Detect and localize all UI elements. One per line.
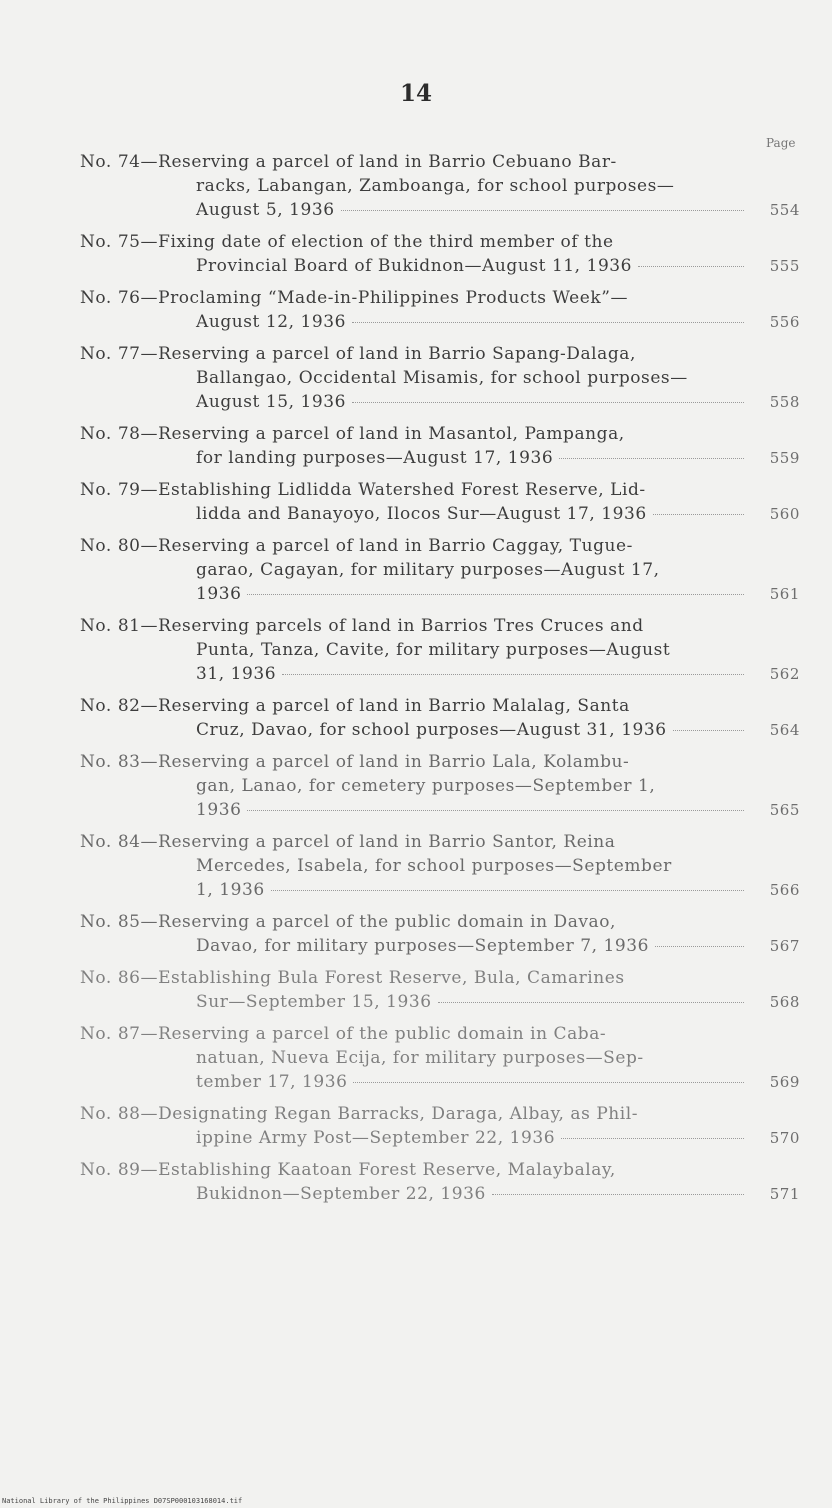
toc-entry <box>80 1158 800 1206</box>
toc-entry-page: 561 <box>769 585 800 603</box>
toc-entry-text: August 15, 1936 <box>196 392 346 412</box>
toc-entry-page: 568 <box>769 993 800 1011</box>
toc-entry-page: 567 <box>769 937 800 955</box>
toc-entry <box>80 342 800 414</box>
toc-entry-text: No. 86—Establishing Bula Forest Reserve, Bula, Camarines <box>80 968 625 988</box>
toc-entry-page: 560 <box>769 505 800 523</box>
toc-entry-text: No. 79—Establishing Lidlidda Watershed Forest Reserve, Lid- <box>80 480 646 500</box>
dot-leader <box>492 1194 744 1195</box>
toc-entry-text: No. 87—Reserving a parcel of the public domain in Caba- <box>80 1024 607 1044</box>
toc-entry-text: garao, Cagayan, for military purposes—August 17, <box>196 560 660 580</box>
dot-leader <box>655 946 744 947</box>
toc-entry-page: 556 <box>769 313 800 331</box>
toc-entry-text: No. 85—Reserving a parcel of the public domain in Davao, <box>80 912 616 932</box>
dot-leader <box>352 322 744 323</box>
toc-entry-text: Ballangao, Occidental Misamis, for school purposes— <box>196 368 688 388</box>
toc-entry-text: No. 76—Proclaming “Made-in-Philippines Products Week”— <box>80 288 629 308</box>
toc-entry-text: Provincial Board of Bukidnon—August 11, 1936 <box>196 256 633 276</box>
toc-entry-text: No. 78—Reserving a parcel of land in Masantol, Pampanga, <box>80 424 625 444</box>
toc-entry <box>80 534 800 606</box>
toc-entry-page: 564 <box>769 721 800 739</box>
toc-entry-text: 1, 1936 <box>196 880 265 900</box>
toc-entry-page: 562 <box>769 665 800 683</box>
toc-entry-page: 558 <box>769 393 800 411</box>
toc-entry-text: racks, Labangan, Zamboanga, for school purposes— <box>196 176 675 196</box>
toc-entry <box>80 422 800 470</box>
toc-entry-page: 566 <box>769 881 800 899</box>
toc-entry <box>80 694 800 742</box>
dot-leader <box>352 402 744 403</box>
table-of-contents <box>80 150 800 1214</box>
toc-entry-page: 559 <box>769 449 800 467</box>
toc-entry-text: No. 75—Fixing date of election of the third member of the <box>80 232 614 252</box>
dot-leader <box>353 1082 744 1083</box>
toc-entry <box>80 1022 800 1094</box>
toc-entry-text: August 5, 1936 <box>196 200 335 220</box>
toc-entry <box>80 830 800 902</box>
toc-entry-text: No. 84—Reserving a parcel of land in Barrio Santor, Reina <box>80 832 616 852</box>
toc-entry-text: 1936 <box>196 584 242 604</box>
toc-entry-text: No. 89—Establishing Kaatoan Forest Reserve, Malaybalay, <box>80 1160 616 1180</box>
toc-entry-text: No. 83—Reserving a parcel of land in Barrio Lala, Kolambu- <box>80 752 630 772</box>
toc-entry <box>80 910 800 958</box>
toc-entry <box>80 150 800 222</box>
toc-entry-text: No. 74—Reserving a parcel of land in Barrio Cebuano Bar- <box>80 152 617 172</box>
toc-entry-page: 565 <box>769 801 800 819</box>
toc-entry-page: 554 <box>769 201 800 219</box>
toc-entry-text: No. 77—Reserving a parcel of land in Barrio Sapang-Dalaga, <box>80 344 636 364</box>
toc-entry-text: 1936 <box>196 800 242 820</box>
toc-entry-text: tember 17, 1936 <box>196 1072 348 1092</box>
dot-leader <box>282 674 744 675</box>
toc-entry-text: Sur—September 15, 1936 <box>196 992 432 1012</box>
dot-leader <box>438 1002 744 1003</box>
toc-entry <box>80 1102 800 1150</box>
dot-leader <box>341 210 744 211</box>
toc-entry <box>80 478 800 526</box>
toc-entry-text: for landing purposes—August 17, 1936 <box>196 448 554 468</box>
page-number: 14 <box>399 80 432 107</box>
toc-entry-text: Cruz, Davao, for school purposes—August 31, 1936 <box>196 720 667 740</box>
toc-entry-text: No. 80—Reserving a parcel of land in Barrio Caggay, Tugue- <box>80 536 633 556</box>
dot-leader <box>638 266 744 267</box>
page-column-header: Page <box>766 136 796 150</box>
toc-entry <box>80 614 800 686</box>
scan-footer: National Library of the Philippines D07SP000103168014.tif <box>2 1497 243 1505</box>
toc-entry <box>80 966 800 1014</box>
toc-entry-text: Davao, for military purposes—September 7, 1936 <box>196 936 649 956</box>
toc-entry-text: 31, 1936 <box>196 664 277 684</box>
toc-entry-page: 569 <box>769 1073 800 1091</box>
dot-leader <box>247 810 744 811</box>
toc-entry-text: natuan, Nueva Ecija, for military purposes—Sep- <box>196 1048 644 1068</box>
dot-leader <box>673 730 744 731</box>
toc-entry-text: Punta, Tanza, Cavite, for military purposes—August <box>196 640 671 660</box>
toc-entry-page: 571 <box>769 1185 800 1203</box>
toc-entry-text: No. 81—Reserving parcels of land in Barrios Tres Cruces and <box>80 616 644 636</box>
toc-entry-text: Bukidnon—September 22, 1936 <box>196 1184 486 1204</box>
dot-leader <box>247 594 744 595</box>
toc-entry-text: No. 82—Reserving a parcel of land in Barrio Malalag, Santa <box>80 696 630 716</box>
dot-leader <box>653 514 744 515</box>
toc-entry <box>80 750 800 822</box>
toc-entry <box>80 230 800 278</box>
dot-leader <box>559 458 744 459</box>
toc-entry-text: No. 88—Designating Regan Barracks, Daraga, Albay, as Phil- <box>80 1104 639 1124</box>
toc-entry-text: Mercedes, Isabela, for school purposes—September <box>196 856 672 876</box>
toc-entry-page: 555 <box>769 257 800 275</box>
toc-entry-text: gan, Lanao, for cemetery purposes—September 1, <box>196 776 656 796</box>
dot-leader <box>561 1138 744 1139</box>
dot-leader <box>271 890 744 891</box>
toc-entry-page: 570 <box>769 1129 800 1147</box>
toc-entry-text: August 12, 1936 <box>196 312 346 332</box>
toc-entry-text: ippine Army Post—September 22, 1936 <box>196 1128 556 1148</box>
toc-entry <box>80 286 800 334</box>
toc-entry-text: lidda and Banayoyo, Ilocos Sur—August 17, 1936 <box>196 504 647 524</box>
